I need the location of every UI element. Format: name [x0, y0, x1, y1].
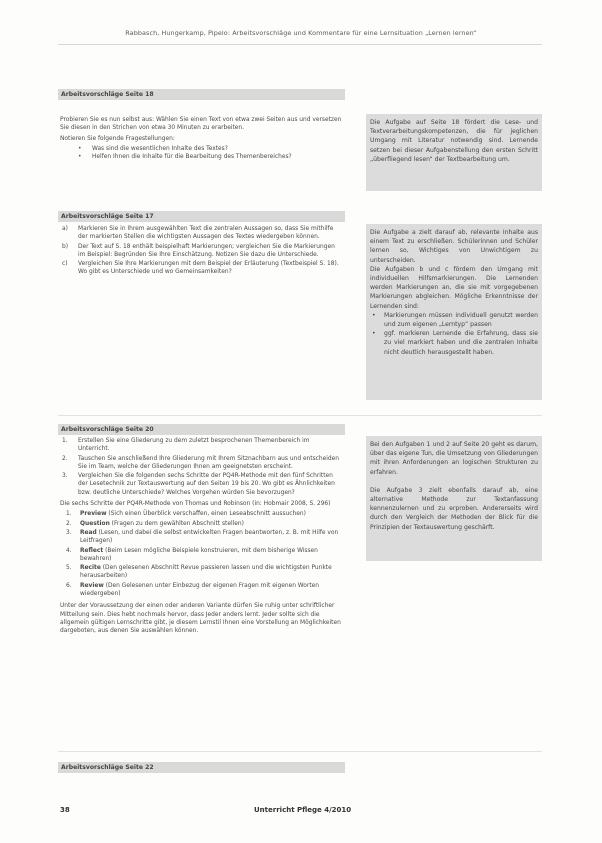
section1-intro: Probieren Sie es nun selbst aus: Wählen Sie einen Text von etwa zwei Seiten aus und versetzen Sie diesen in den Strichen von etwa 30 Minuten zu erarbeiten.: [60, 117, 342, 132]
list-item: [62, 225, 342, 242]
list-item: [66, 520, 342, 528]
step-desc: (Sich einen Überblick verschaffen, einen Leseabschnitt aussuchen): [108, 511, 306, 518]
list-item: • Was sind die wesentlichen Inhalte des Textes?: [92, 145, 342, 153]
step-number: 3.: [66, 529, 72, 536]
step-number: 4.: [66, 547, 72, 554]
step-term: Review: [80, 582, 104, 589]
item-marker: b): [62, 243, 69, 250]
list-item: [62, 437, 342, 454]
list-item: • ggf. markieren Lernende die Erfahrung, dass sie zu viel markiert haben und die zentralen Inhalte nicht deutlich herausgestellt haben.: [384, 329, 538, 357]
header-rule: [58, 44, 542, 45]
step-term: Recite: [80, 565, 101, 572]
step-term: Question: [80, 520, 110, 527]
section3-comment-box: [366, 436, 542, 561]
list-item: [62, 472, 342, 497]
step-desc: (Fragen zu dem gewählten Abschnitt stellen): [111, 520, 244, 527]
section2-comment-bullets: [370, 311, 538, 357]
step-desc: (Den gelesenen Abschnitt Revue passieren lassen und die wichtigsten Punkte herausarbeiten): [80, 565, 332, 580]
step-desc: (Den Gelesenen unter Einbezug der eigenen Fragen mit eigenen Worten wiedergeben): [80, 582, 319, 598]
section-title-seite-17: Arbeitsvorschläge Seite 17: [58, 211, 345, 222]
list-item: [66, 510, 342, 518]
section-title-seite-20: Arbeitsvorschläge Seite 20: [58, 424, 345, 435]
list-item: [62, 455, 342, 472]
item-marker: a): [62, 226, 68, 232]
section3-comment-p2: Die Aufgabe 3 zielt ebenfalls darauf ab, eine alternative Methode zur Textanfassung kennenzulernen und zu erproben. Andererseits wird durch den Vergleich der Methoden der Blick für die Prinzipien der Textauswertung geschärft.: [370, 486, 538, 531]
section1-tasks: [60, 116, 342, 163]
list-item: [62, 243, 342, 260]
section2-comment-box: [366, 224, 542, 400]
step-number: 6.: [66, 582, 72, 589]
section3-tasks: [60, 437, 342, 638]
section2-comment-p1: Die Aufgabe a zielt darauf ab, relevante Inhalte aus einem Text zu erschließen. Schülerinnen und Schüler lernen so, Wichtiges von Unwichtigem zu unterscheiden.: [370, 229, 538, 264]
section1-comment-box: [366, 114, 542, 191]
list-item: • Helfen Ihnen die Inhalte für die Bearbeitung des Themenbereiches?: [92, 153, 342, 161]
step-term: Preview: [80, 511, 107, 518]
item-marker: c): [62, 261, 68, 268]
step-term: Reflect: [80, 547, 104, 554]
pq4r-steps: [60, 510, 342, 598]
item-text: Vergleichen Sie die folgenden sechs Schritte der PQ4R-Methode mit den fünf Schritten der Lesetechnik zur Textauswertung auf den Seiten 19 bis 20. Wo gibt es Ähnlichkeiten bzw. deutliche Unterschiede? Welches Vorgehen würden Sie bevorzugen?: [78, 473, 335, 496]
list-item: [66, 547, 342, 564]
item-text: Markieren Sie in Ihrem ausgewählten Text die zentralen Aussagen so, dass Sie mithilfe der markierten Stellen die wichtigsten Aussagen des Textes wiedergeben können.: [78, 226, 334, 241]
page-number: 38: [60, 806, 70, 814]
step-number: 1.: [66, 511, 72, 518]
step-number: 5.: [66, 565, 72, 572]
list-item: [66, 564, 342, 581]
section-divider: [58, 751, 542, 752]
item-text: Vergleichen Sie Ihre Markierungen mit dem Beispiel der Erläuterung (Textbeispiel S. 18). Wo gibt es Unterschiede und wo Gemeinsamkeiten?: [78, 261, 339, 276]
step-desc: (Lesen, und dabei die selbst entwickelten Fragen beantworten, z. B. mit Hilfe von Leitfragen): [80, 529, 339, 545]
section1-bullet-list: [60, 145, 342, 162]
running-header: Rabbasch, Hungerkamp, Pipelo: Arbeitsvorschläge und Kommentare für eine Lernsituation „Lernen lernen“: [125, 29, 477, 37]
section3-task-list: [60, 437, 342, 497]
item-text: Tauschen Sie anschließend Ihre Gliederung mit Ihrem Sitznachbarn aus und entscheiden Sie im Team, welche der Gliederungen Ihnen am geeignetsten erscheint.: [78, 455, 340, 470]
method-lead: Die sechs Schritte der PQ4R-Methode von Thomas und Robinson (in: Hobmair 2008, S. 296): [60, 501, 331, 508]
list-item: • Markierungen müssen individuell genutzt werden und zum eigenen „Lerntyp“ passen: [384, 311, 538, 329]
item-number: 3.: [62, 473, 68, 480]
item-number: 2.: [62, 455, 68, 462]
section2-task-list: [60, 225, 342, 277]
list-item: [66, 582, 342, 599]
section3-closing: Unter der Voraussetzung der einen oder anderen Variante dürfen Sie ruhig unter schriftlicher Mitteilung sein. Dies hebt nochmals hervor, dass Jeder anders lernt. Jeder sollte sich die allgemein gültigen Lernschritte gibt, je diesem Lernstil Ihnen eine Vorstellung an Möglichkeiten dargeboten, aus denen Sie auswählen können.: [60, 603, 341, 635]
section-divider: [58, 415, 542, 416]
step-term: Read: [80, 529, 97, 536]
section3-comment-p1: Bei den Aufgaben 1 und 2 auf Seite 20 geht es darum, über das eigene Tun, die Umsetzung von Gliederungen mit ihren Anforderungen an logischen Strukturen zu erfahren.: [370, 441, 538, 476]
section2-tasks: [60, 225, 342, 278]
list-item: [66, 529, 342, 546]
item-text: Der Text auf S. 18 enthält beispielhaft Markierungen; vergleichen Sie die Markierungen im Beispiel: Begründen Sie Ihre Einschätzung. Notizen Sie dazu die Unterschiede.: [78, 243, 335, 258]
section-title-seite-18: Arbeitsvorschläge Seite 18: [58, 89, 345, 100]
step-desc: (Beim Lesen mögliche Beispiele konstruieren, mit dem bisherige Wissen bewahren): [80, 547, 318, 562]
item-number: 1.: [62, 438, 68, 444]
list-item: [62, 260, 342, 277]
step-number: 2.: [66, 520, 72, 527]
section1-question-lead: Notieren Sie folgende Fragestellungen:: [60, 135, 175, 142]
section1-comment: Die Aufgabe auf Seite 18 fördert die Lese- und Textverarbeitungskompetenzen, die für jeglichen Umgang mit Literatur notwendig sind. Lernende setzen bei dieser Aufgabenstellung den ersten Schritt „überfliegend lesen“ der Textbearbeitung um.: [370, 119, 538, 163]
journal-issue: Unterricht Pflege 4/2010: [254, 806, 352, 814]
section-title-seite-22: Arbeitsvorschläge Seite 22: [58, 762, 345, 773]
item-text: Erstellen Sie eine Gliederung zu dem zuletzt besprochenen Themenbereich im Unterricht.: [78, 438, 310, 453]
section2-comment-p2: Die Aufgaben b und c fördern den Umgang mit individuellen Hilfsmarkierungen. Die Lernenden werden Markierungen an, die sie mit vorgegebenen Markierungen abgleichen. Mögliche Erkenntnisse der Lernenden sind:: [370, 265, 538, 310]
